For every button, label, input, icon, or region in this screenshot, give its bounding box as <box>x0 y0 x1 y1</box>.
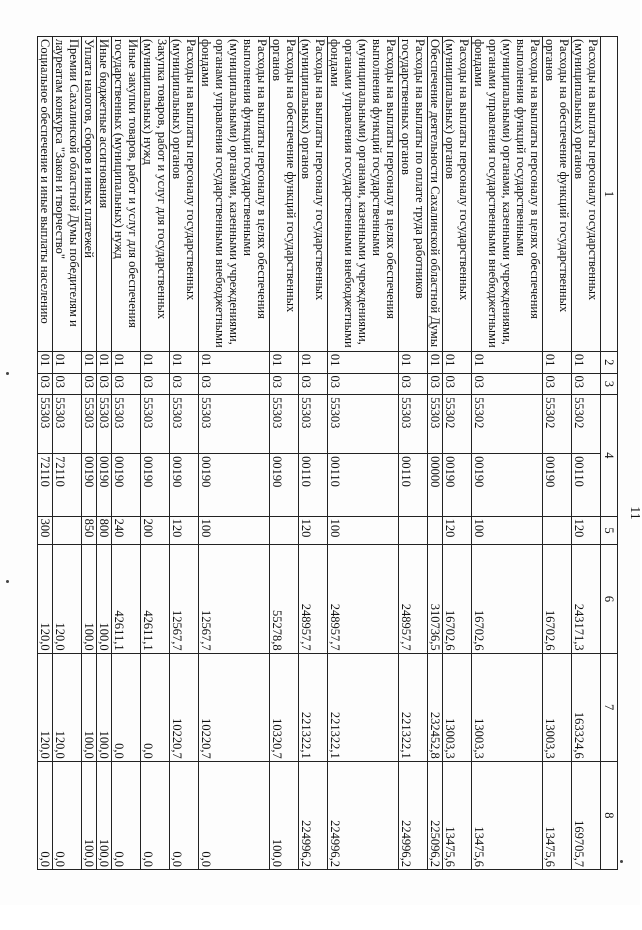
row-value-cell: 120 <box>299 516 328 545</box>
row-name-cell: Расходы на выплаты персоналу в целях обеспечения выполнения функций государственными (муниципальными) органами, казенными учреждениями, органами управления государственными внебюджетными фондами <box>472 37 543 352</box>
header-cell: 2 <box>601 351 618 373</box>
row-value-cell: 03 <box>38 373 53 395</box>
row-value-cell: 224996,2 <box>399 761 428 869</box>
row-value-cell: 300 <box>38 516 53 545</box>
row-value-cell: 55302 <box>543 395 572 454</box>
table-body <box>38 37 601 870</box>
row-value-cell: 72110 <box>38 454 53 517</box>
row-value-cell: 03 <box>82 373 97 395</box>
row-value-cell: 120 <box>443 516 472 545</box>
row-value-cell: 00190 <box>112 454 141 517</box>
row-value-cell: 00110 <box>399 454 428 517</box>
row-value-cell: 120,0 <box>53 653 82 761</box>
row-value-cell: 0,0 <box>53 761 82 869</box>
table-row <box>472 37 543 870</box>
table-row <box>53 37 82 870</box>
table-row <box>97 37 112 870</box>
row-value-cell: 169705,7 <box>572 761 601 869</box>
row-value-cell: 00110 <box>328 454 399 517</box>
row-name-cell: Расходы на обеспечение функций государственных органов <box>543 37 572 352</box>
row-value-cell: 55303 <box>328 395 399 454</box>
row-value-cell <box>53 516 82 545</box>
row-value-cell: 03 <box>299 373 328 395</box>
row-value-cell: 850 <box>82 516 97 545</box>
header-cell: 5 <box>601 516 618 545</box>
row-value-cell: 0,0 <box>199 761 270 869</box>
row-value-cell: 55302 <box>472 395 543 454</box>
row-value-cell: 13475,6 <box>472 761 543 869</box>
row-name-cell: Расходы на обеспечение функций государственных органов <box>270 37 299 352</box>
row-value-cell: 0,0 <box>112 761 141 869</box>
scan-speck <box>6 580 9 583</box>
table-row <box>170 37 199 870</box>
row-value-cell: 00190 <box>543 454 572 517</box>
row-name-cell: Расходы на выплаты персоналу государственных (муниципальных) органов <box>170 37 199 352</box>
row-value-cell: 55303 <box>299 395 328 454</box>
row-value-cell: 100,0 <box>97 761 112 869</box>
table-row <box>141 37 170 870</box>
row-name-cell: Уплата налогов, сборов и иных платежей <box>82 37 97 352</box>
row-value-cell: 00000 <box>428 454 443 517</box>
row-value-cell: 55303 <box>428 395 443 454</box>
row-value-cell: 42611,1 <box>141 545 170 653</box>
row-value-cell: 16702,6 <box>472 545 543 653</box>
row-value-cell: 16702,6 <box>443 545 472 653</box>
row-value-cell: 100,0 <box>82 761 97 869</box>
row-value-cell: 72110 <box>53 454 82 517</box>
table-row <box>112 37 141 870</box>
row-value-cell: 01 <box>572 351 601 373</box>
row-value-cell: 55303 <box>53 395 82 454</box>
row-value-cell: 248957,7 <box>399 545 428 653</box>
row-value-cell <box>270 516 299 545</box>
row-value-cell: 55303 <box>38 395 53 454</box>
row-value-cell: 03 <box>328 373 399 395</box>
row-value-cell: 03 <box>443 373 472 395</box>
row-value-cell: 310736,5 <box>428 545 443 653</box>
row-value-cell: 13475,6 <box>543 761 572 869</box>
row-name-cell: Расходы на выплаты персоналу в целях обеспечения выполнения функций государственными (муниципальными) органами, казенными учреждениями, органами управления государственными внебюджетными фондами <box>328 37 399 352</box>
row-value-cell: 100 <box>199 516 270 545</box>
row-value-cell: 120 <box>170 516 199 545</box>
row-value-cell: 232452,8 <box>428 653 443 761</box>
row-value-cell: 55303 <box>170 395 199 454</box>
row-value-cell: 01 <box>82 351 97 373</box>
row-value-cell: 01 <box>399 351 428 373</box>
row-name-cell: Иные закупки товаров, работ и услуг для обеспечения государственных (муниципальных) нужд <box>112 37 141 352</box>
row-value-cell: 100 <box>472 516 543 545</box>
table-row <box>543 37 572 870</box>
row-value-cell: 248957,7 <box>299 545 328 653</box>
row-value-cell: 01 <box>38 351 53 373</box>
row-value-cell: 55303 <box>97 395 112 454</box>
row-name-cell: Иные бюджетные ассигнования <box>97 37 112 352</box>
row-value-cell: 00190 <box>472 454 543 517</box>
row-value-cell: 243171,3 <box>572 545 601 653</box>
row-value-cell: 01 <box>141 351 170 373</box>
row-value-cell: 55303 <box>270 395 299 454</box>
row-value-cell: 55303 <box>82 395 97 454</box>
row-name-cell: Расходы на выплаты персоналу государственных (муниципальных) органов <box>572 37 601 352</box>
rotated-table-area <box>38 36 642 870</box>
table-row <box>328 37 399 870</box>
row-value-cell: 12567,7 <box>170 545 199 653</box>
row-value-cell: 200 <box>141 516 170 545</box>
table-row <box>299 37 328 870</box>
row-value-cell: 240 <box>112 516 141 545</box>
row-value-cell: 01 <box>328 351 399 373</box>
row-value-cell: 01 <box>170 351 199 373</box>
row-value-cell: 55302 <box>572 395 601 454</box>
row-value-cell: 0,0 <box>38 761 53 869</box>
row-value-cell: 03 <box>199 373 270 395</box>
row-value-cell: 120 <box>572 516 601 545</box>
row-value-cell: 221322,1 <box>399 653 428 761</box>
row-value-cell: 12567,7 <box>199 545 270 653</box>
row-value-cell: 221322,1 <box>328 653 399 761</box>
row-value-cell: 225096,2 <box>428 761 443 869</box>
row-value-cell: 03 <box>53 373 82 395</box>
row-value-cell: 01 <box>443 351 472 373</box>
row-value-cell: 00190 <box>443 454 472 517</box>
table-row <box>82 37 97 870</box>
table-row <box>199 37 270 870</box>
row-value-cell: 0,0 <box>141 653 170 761</box>
row-value-cell: 01 <box>299 351 328 373</box>
table-row <box>270 37 299 870</box>
row-value-cell: 00110 <box>572 454 601 517</box>
row-name-cell: Премии Сахалинской областной Думы победителям и лауреатам конкурса "Закон и творчество" <box>53 37 82 352</box>
row-value-cell <box>543 516 572 545</box>
row-name-cell: Расходы на выплаты персоналу государственных (муниципальных) органов <box>299 37 328 352</box>
row-value-cell: 01 <box>543 351 572 373</box>
row-value-cell: 16702,6 <box>543 545 572 653</box>
scan-speck <box>6 372 9 375</box>
row-value-cell: 248957,7 <box>328 545 399 653</box>
row-value-cell: 03 <box>270 373 299 395</box>
row-value-cell: 100,0 <box>82 653 97 761</box>
row-value-cell: 03 <box>572 373 601 395</box>
row-value-cell: 03 <box>543 373 572 395</box>
row-value-cell: 01 <box>53 351 82 373</box>
header-cell: 8 <box>601 761 618 869</box>
row-value-cell: 00190 <box>170 454 199 517</box>
row-value-cell: 03 <box>141 373 170 395</box>
row-value-cell: 100,0 <box>270 761 299 869</box>
row-value-cell: 55278,8 <box>270 545 299 653</box>
row-value-cell: 03 <box>428 373 443 395</box>
row-name-cell: Расходы на выплаты персоналу государственных (муниципальных) органов <box>443 37 472 352</box>
row-name-cell: Закупка товаров, работ и услуг для государственных (муниципальных) нужд <box>141 37 170 352</box>
row-value-cell: 800 <box>97 516 112 545</box>
table-row <box>399 37 428 870</box>
header-cell: 4 <box>601 395 618 516</box>
row-value-cell: 13003,3 <box>543 653 572 761</box>
row-value-cell: 0,0 <box>112 653 141 761</box>
row-value-cell: 100,0 <box>82 545 97 653</box>
row-value-cell: 00190 <box>141 454 170 517</box>
header-cell: 7 <box>601 653 618 761</box>
row-value-cell: 03 <box>112 373 141 395</box>
row-value-cell <box>399 516 428 545</box>
row-value-cell: 0,0 <box>170 761 199 869</box>
table-row <box>38 37 53 870</box>
row-value-cell: 01 <box>270 351 299 373</box>
scan-speck <box>620 860 623 863</box>
row-value-cell: 03 <box>97 373 112 395</box>
table-row <box>443 37 472 870</box>
header-cell: 3 <box>601 373 618 395</box>
row-value-cell: 42611,1 <box>112 545 141 653</box>
header-row <box>601 37 618 870</box>
row-value-cell: 13475,6 <box>443 761 472 869</box>
row-value-cell: 224996,2 <box>328 761 399 869</box>
row-value-cell: 10320,7 <box>270 653 299 761</box>
table-row <box>572 37 601 870</box>
budget-table <box>37 36 618 870</box>
row-value-cell: 03 <box>170 373 199 395</box>
row-value-cell: 224996,2 <box>299 761 328 869</box>
row-value-cell: 00190 <box>97 454 112 517</box>
header-cell: 1 <box>601 37 618 352</box>
row-value-cell: 00190 <box>270 454 299 517</box>
row-value-cell: 100,0 <box>97 545 112 653</box>
table-row <box>428 37 443 870</box>
row-value-cell: 55303 <box>199 395 270 454</box>
row-value-cell: 03 <box>399 373 428 395</box>
row-value-cell: 120,0 <box>38 653 53 761</box>
row-value-cell: 03 <box>472 373 543 395</box>
row-value-cell: 01 <box>472 351 543 373</box>
row-value-cell: 55302 <box>443 395 472 454</box>
row-value-cell: 13003,3 <box>472 653 543 761</box>
row-name-cell: Обеспечение деятельности Сахалинской областной Думы <box>428 37 443 352</box>
row-value-cell: 00190 <box>199 454 270 517</box>
row-name-cell: Расходы на выплаты персоналу в целях обеспечения выполнения функций государственными (муниципальными) органами, казенными учреждениями, органами управления государственными внебюджетными фондами <box>199 37 270 352</box>
row-value-cell: 01 <box>97 351 112 373</box>
page-number: 11 <box>627 506 642 520</box>
row-value-cell <box>428 516 443 545</box>
row-value-cell: 00190 <box>82 454 97 517</box>
row-value-cell: 55303 <box>112 395 141 454</box>
row-value-cell: 100 <box>328 516 399 545</box>
row-name-cell: Расходы на выплаты по оплате труда работников государственных органов <box>399 37 428 352</box>
row-value-cell: 13003,3 <box>443 653 472 761</box>
row-value-cell: 55303 <box>399 395 428 454</box>
header-cell: 6 <box>601 545 618 653</box>
row-value-cell: 0,0 <box>141 761 170 869</box>
row-value-cell: 10220,7 <box>170 653 199 761</box>
row-value-cell: 01 <box>428 351 443 373</box>
row-value-cell: 00110 <box>299 454 328 517</box>
row-value-cell: 01 <box>199 351 270 373</box>
row-value-cell: 163324,6 <box>572 653 601 761</box>
row-name-cell: Социальное обеспечение и иные выплаты населению <box>38 37 53 352</box>
row-value-cell: 221322,1 <box>299 653 328 761</box>
row-value-cell: 120,0 <box>53 545 82 653</box>
row-value-cell: 100,0 <box>97 653 112 761</box>
row-value-cell: 120,0 <box>38 545 53 653</box>
row-value-cell: 10220,7 <box>199 653 270 761</box>
row-value-cell: 01 <box>112 351 141 373</box>
row-value-cell: 55303 <box>141 395 170 454</box>
